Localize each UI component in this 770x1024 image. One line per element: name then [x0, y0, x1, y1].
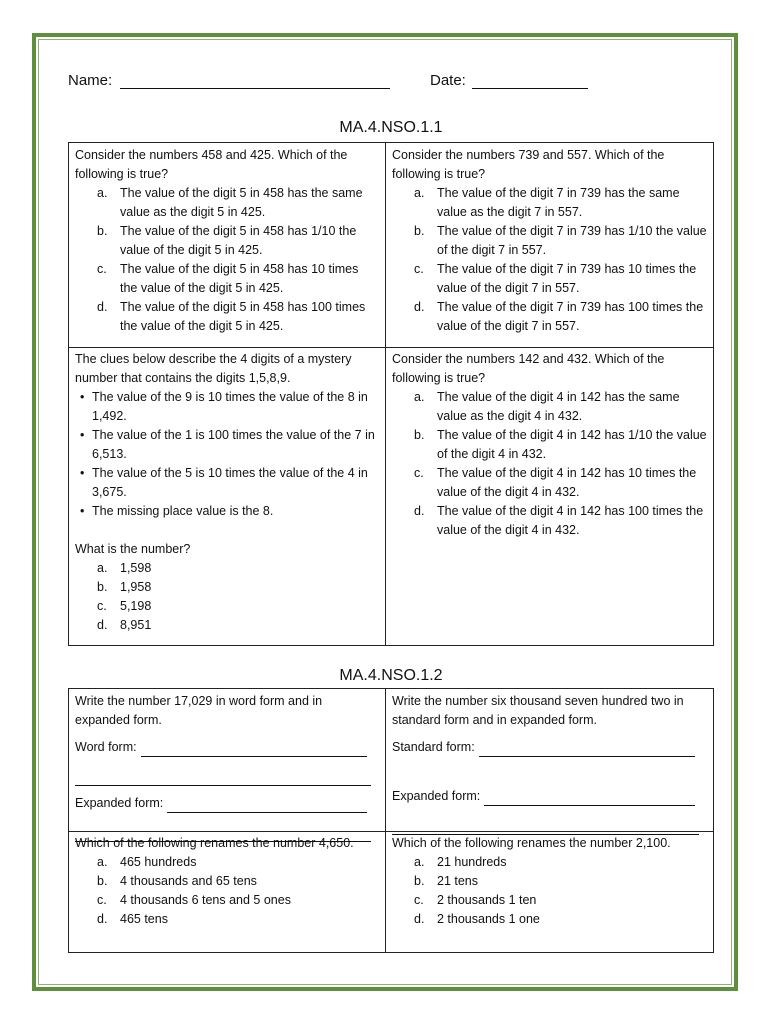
word-form-continuation-field[interactable] [75, 785, 371, 786]
option-letter: b. [97, 874, 108, 888]
option-b [75, 222, 379, 260]
option-text: 4 thousands and 65 tens [120, 874, 257, 888]
option-letter: a. [97, 186, 108, 200]
option-a [75, 184, 379, 222]
option-c [75, 597, 379, 616]
option-letter: a. [414, 186, 425, 200]
clue-text: The value of the 1 is 100 times the value of the 7 in 6,513. [92, 428, 375, 461]
option-d [75, 298, 379, 336]
option-letter: b. [414, 874, 425, 888]
spacer [75, 521, 379, 540]
option-list [392, 184, 707, 336]
option-a [75, 559, 379, 578]
option-d [392, 502, 707, 540]
question-stem: Write the number 17,029 in word form and in expanded form. [75, 694, 323, 727]
option-text: The value of the digit 4 in 142 has 100 times the value of the digit 4 in 432. [437, 504, 704, 537]
option-text: The value of the digit 5 in 458 has the same value as the digit 5 in 425. [120, 186, 363, 219]
question-cell-8 [385, 831, 713, 952]
name-field[interactable] [120, 88, 390, 89]
option-text: 4 thousands 6 tens and 5 ones [120, 893, 291, 907]
option-letter: a. [97, 855, 108, 869]
option-text: 21 tens [437, 874, 479, 888]
bullet-icon: • [80, 428, 85, 442]
option-d [392, 910, 707, 929]
option-b [392, 222, 707, 260]
word-form-field[interactable] [141, 742, 367, 757]
option-list [392, 388, 707, 540]
question-stem: Consider the numbers 458 and 425. Which of the following is true? [75, 148, 348, 181]
option-text: 1,598 [120, 561, 152, 575]
option-letter: d. [97, 912, 108, 926]
clue-list [75, 388, 379, 521]
question-cell-2 [385, 143, 713, 347]
word-form-label: Word form: [75, 740, 137, 754]
option-c [75, 891, 379, 910]
option-d [75, 616, 379, 635]
question-prompt: What is the number? [75, 542, 191, 556]
question-cell-1 [69, 143, 385, 347]
standard-form-label: Standard form: [392, 740, 475, 754]
clue-item [75, 464, 379, 502]
question-cell-3 [69, 347, 385, 645]
option-text: The value of the digit 5 in 458 has 100 times the value of the digit 5 in 425. [120, 300, 366, 333]
option-letter: b. [97, 224, 108, 238]
expanded-form-line [75, 794, 379, 813]
option-text: 465 hundreds [120, 855, 197, 869]
option-a [392, 388, 707, 426]
option-letter: c. [97, 262, 107, 276]
option-list [392, 853, 707, 929]
option-letter: c. [97, 893, 107, 907]
option-c [392, 464, 707, 502]
option-letter: c. [414, 893, 424, 907]
expanded-form-label: Expanded form: [75, 796, 164, 810]
question-stem: Consider the numbers 142 and 432. Which of the following is true? [392, 352, 665, 385]
option-b [75, 872, 379, 891]
option-text: The value of the digit 7 in 739 has 10 times the value of the digit 7 in 557. [437, 262, 697, 295]
option-text: 5,198 [120, 599, 152, 613]
option-text: 465 tens [120, 912, 168, 926]
bullet-icon: • [80, 390, 85, 404]
question-cell-4 [385, 347, 713, 645]
option-d [392, 298, 707, 336]
expanded-form-field[interactable] [484, 791, 695, 806]
option-text: 1,958 [120, 580, 152, 594]
question-stem: Write the number six thousand seven hundred two in standard form and in expanded form. [392, 694, 684, 727]
option-list [75, 853, 379, 929]
option-a [392, 184, 707, 222]
standard-form-field[interactable] [479, 742, 695, 757]
option-text: 8,951 [120, 618, 152, 632]
option-a [75, 853, 379, 872]
question-stem: The clues below describe the 4 digits of a mystery number that contains the digits 1,5,8,9. [75, 352, 352, 385]
expanded-form-line [392, 787, 707, 806]
option-letter: d. [97, 618, 108, 632]
option-letter: d. [97, 300, 108, 314]
clue-item [75, 426, 379, 464]
clue-text: The value of the 5 is 10 times the value of the 4 in 3,675. [92, 466, 368, 499]
option-letter: d. [414, 300, 425, 314]
header-row [68, 72, 708, 94]
option-text: The value of the digit 4 in 142 has 10 times the value of the digit 4 in 432. [437, 466, 697, 499]
option-text: The value of the digit 4 in 142 has the same value as the digit 4 in 432. [437, 390, 680, 423]
word-form-line [75, 738, 379, 757]
option-letter: d. [414, 504, 425, 518]
option-text: 2 thousands 1 one [437, 912, 540, 926]
option-list [75, 184, 379, 336]
option-list [75, 559, 379, 635]
bullet-icon: • [80, 504, 85, 518]
question-cell-5 [69, 689, 385, 831]
option-letter: a. [414, 855, 425, 869]
option-letter: b. [97, 580, 108, 594]
option-letter: a. [97, 561, 108, 575]
option-letter: b. [414, 224, 425, 238]
expanded-form-field[interactable] [167, 798, 367, 813]
option-letter: d. [414, 912, 425, 926]
option-text: The value of the digit 7 in 739 has 1/10 the value of the digit 7 in 557. [437, 224, 707, 257]
clue-item [75, 502, 379, 521]
option-text: The value of the digit 4 in 142 has 1/10 the value of the digit 4 in 432. [437, 428, 707, 461]
section-title-2: MA.4.NSO.1.2 [339, 667, 443, 684]
option-letter: a. [414, 390, 425, 404]
option-text: The value of the digit 7 in 739 has 100 times the value of the digit 7 in 557. [437, 300, 704, 333]
option-c [392, 891, 707, 910]
option-text: The value of the digit 7 in 739 has the same value as the digit 7 in 557. [437, 186, 680, 219]
expanded-form-label: Expanded form: [392, 789, 481, 803]
question-stem: Which of the following renames the number 2,100. [392, 836, 671, 850]
option-b [392, 426, 707, 464]
option-d [75, 910, 379, 929]
question-cell-7 [69, 831, 385, 952]
option-letter: c. [414, 466, 424, 480]
clue-item [75, 388, 379, 426]
question-stem: Which of the following renames the number 4,650. [75, 836, 354, 850]
option-letter: b. [414, 428, 425, 442]
standard-form-line [392, 738, 707, 757]
name-label: Name: [68, 72, 113, 89]
option-b [75, 578, 379, 597]
option-b [392, 872, 707, 891]
date-field[interactable] [472, 88, 588, 89]
option-text: 21 hundreds [437, 855, 507, 869]
question-stem: Consider the numbers 739 and 557. Which of the following is true? [392, 148, 665, 181]
date-label: Date: [430, 72, 466, 89]
section-title-1: MA.4.NSO.1.1 [339, 119, 443, 136]
clue-text: The value of the 9 is 10 times the value of the 8 in 1,492. [92, 390, 368, 423]
option-text: The value of the digit 5 in 458 has 1/10 the value of the digit 5 in 425. [120, 224, 357, 257]
option-text: The value of the digit 5 in 458 has 10 times the value of the digit 5 in 425. [120, 262, 359, 295]
question-cell-6 [385, 689, 713, 831]
section2-grid [68, 688, 714, 953]
option-letter: c. [414, 262, 424, 276]
option-a [392, 853, 707, 872]
option-c [392, 260, 707, 298]
option-letter: c. [97, 599, 107, 613]
option-c [75, 260, 379, 298]
bullet-icon: • [80, 466, 85, 480]
clue-text: The missing place value is the 8. [92, 504, 274, 518]
option-text: 2 thousands 1 ten [437, 893, 537, 907]
section1-grid [68, 142, 714, 646]
